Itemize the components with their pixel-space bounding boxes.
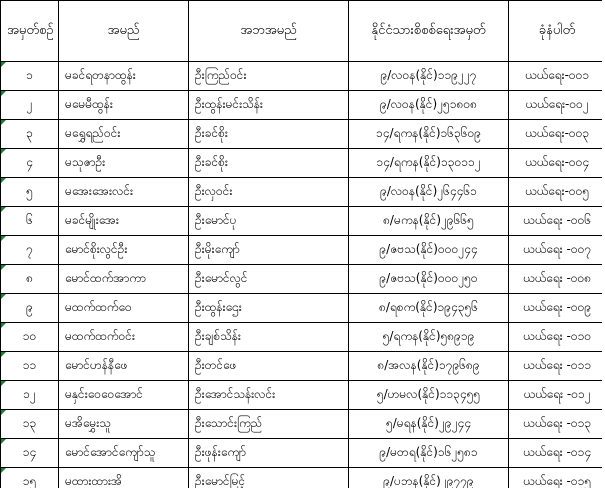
- cell-name[interactable]: မအိမွှေးသူ: [59, 410, 189, 439]
- cell-number[interactable]: ၆: [1, 207, 59, 236]
- cell-indicator-icon: [1, 294, 6, 299]
- cell-father-name[interactable]: ဦးမောင်လွင်: [189, 265, 349, 294]
- cell-name[interactable]: မသုဇာဦး: [59, 149, 189, 178]
- cell-indicator-icon: [1, 265, 6, 270]
- cell-roll-number[interactable]: ယယ်ရေး-၀၀၅: [509, 178, 605, 207]
- cell-number[interactable]: ၁၀: [1, 323, 59, 352]
- cell-father-name[interactable]: ဦးချစ်သိန်း: [189, 323, 349, 352]
- cell-nrc[interactable]: ၈/မကန(နိုင်)၂၉၆၆၅: [349, 207, 509, 236]
- cell-father-name[interactable]: ဦးသောင်းကြည်: [189, 410, 349, 439]
- table-row: [1, 91, 605, 120]
- cell-father-name[interactable]: ဦးထွန်းဌေး: [189, 294, 349, 323]
- table-row: [1, 265, 605, 294]
- header-number[interactable]: အမှတ်စဉ်: [1, 1, 59, 62]
- cell-indicator-icon: [1, 410, 6, 415]
- table-row: [1, 149, 605, 178]
- table-row: [1, 352, 605, 381]
- cell-name[interactable]: မအေးအေးလင်း: [59, 178, 189, 207]
- table-row: [1, 323, 605, 352]
- cell-number[interactable]: ၁၄: [1, 439, 59, 468]
- cell-number[interactable]: ၁၅: [1, 468, 59, 488]
- cell-number[interactable]: ၇: [1, 236, 59, 265]
- header-row: [1, 1, 605, 62]
- cell-name[interactable]: မထက်ထက်ဝင်း: [59, 323, 189, 352]
- table-row: [1, 207, 605, 236]
- header-name[interactable]: အမည်: [59, 1, 189, 62]
- cell-number[interactable]: ၁: [1, 62, 59, 91]
- cell-nrc[interactable]: ၈/အလန(နိုင်)၁၇၉၆၈၉: [349, 352, 509, 381]
- cell-roll-number[interactable]: ယယ်ရေး -၀၀၈: [509, 265, 605, 294]
- cell-indicator-icon: [1, 381, 6, 386]
- cell-number[interactable]: ၉: [1, 294, 59, 323]
- cell-nrc[interactable]: ၁၄/ရကန(နိုင်)၁၆၃၆၀၉: [349, 120, 509, 149]
- cell-number[interactable]: ၁၁: [1, 352, 59, 381]
- cell-roll-number[interactable]: ယယ်ရေး -၀၁၅: [509, 468, 605, 488]
- cell-name[interactable]: မခင်မျိုးအေး: [59, 207, 189, 236]
- table-body: [1, 62, 605, 488]
- table-row: [1, 439, 605, 468]
- cell-roll-number[interactable]: ယယ်ရေး -၀၁၁: [509, 352, 605, 381]
- cell-father-name[interactable]: ဦးထွန်းမင်းသိန်း: [189, 91, 349, 120]
- cell-name[interactable]: မမေမီထွန်း: [59, 91, 189, 120]
- cell-nrc[interactable]: ၅/ဟမလ(နိုင်)၁၁၃၄၅၅: [349, 381, 509, 410]
- cell-father-name[interactable]: ဦးခင်စိုး: [189, 149, 349, 178]
- cell-roll-number[interactable]: ယယ်ရေး-၀၀၄: [509, 149, 605, 178]
- cell-number[interactable]: ၃: [1, 120, 59, 149]
- cell-indicator-icon: [1, 323, 6, 328]
- cell-roll-number[interactable]: ယယ်ရေး -၀၁၄: [509, 439, 605, 468]
- cell-father-name[interactable]: ဦးကြည်ဝင်း: [189, 62, 349, 91]
- cell-father-name[interactable]: ဦးဖုန်းကျော်: [189, 439, 349, 468]
- cell-father-name[interactable]: ဦးမိုးကျော်: [189, 236, 349, 265]
- cell-nrc[interactable]: ၉/လဝန(နိုင်)၂၆၄၄၆၁: [349, 178, 509, 207]
- cell-name[interactable]: မရွှေရည်ဝင်း: [59, 120, 189, 149]
- cell-nrc[interactable]: ၉/လဝန(နိုင်)၁၁၉၂၂၇: [349, 62, 509, 91]
- cell-indicator-icon: [1, 207, 6, 212]
- cell-name[interactable]: မခင်ရတနာထွန်း: [59, 62, 189, 91]
- cell-roll-number[interactable]: ယယ်ရေး -၀၁၂: [509, 381, 605, 410]
- cell-indicator-icon: [1, 149, 6, 154]
- cell-nrc[interactable]: ၉/ပဘန(နိုင်)၂၉၇၇၉: [349, 468, 509, 488]
- cell-number[interactable]: ၅: [1, 178, 59, 207]
- cell-name[interactable]: မနှင်းဝေဝေအောင်: [59, 381, 189, 410]
- cell-indicator-icon: [1, 439, 6, 444]
- table-row: [1, 468, 605, 488]
- cell-indicator-icon: [1, 468, 6, 473]
- header-nrc[interactable]: နိုင်ငံသားစိစစ်ရေးအမှတ်: [349, 1, 509, 62]
- cell-name[interactable]: မောင်စိုးလွင်ဦး: [59, 236, 189, 265]
- cell-father-name[interactable]: ဦးလှဝင်း: [189, 178, 349, 207]
- cell-name[interactable]: မောင်ဟန်နီဖေ: [59, 352, 189, 381]
- cell-indicator-icon: [1, 120, 6, 125]
- cell-number[interactable]: ၁၃: [1, 410, 59, 439]
- cell-roll-number[interactable]: ယယ်ရေး -၀၀၉: [509, 294, 605, 323]
- cell-father-name[interactable]: ဦးတင်ဖေ: [189, 352, 349, 381]
- cell-roll-number[interactable]: ယယ်ရေး-၀၀၃: [509, 120, 605, 149]
- cell-roll-number[interactable]: ယယ်ရေး -၀၁၀: [509, 323, 605, 352]
- header-father-name[interactable]: အဘအမည်: [189, 1, 349, 62]
- cell-father-name[interactable]: ဦးခင်စိုး: [189, 120, 349, 149]
- cell-indicator-icon: [1, 178, 6, 183]
- cell-indicator-icon: [1, 236, 6, 241]
- table-row: [1, 120, 605, 149]
- cell-roll-number[interactable]: ယယ်ရေး-၀၀၂: [509, 91, 605, 120]
- cell-nrc[interactable]: ၉/ဇဗသ(နိုင်)၀၀၀၂၅၀: [349, 265, 509, 294]
- cell-indicator-icon: [1, 91, 6, 96]
- cell-name[interactable]: မထားထားအိ: [59, 468, 189, 488]
- table-row: [1, 410, 605, 439]
- cell-nrc[interactable]: ၅/ရကန(နိုင်)၅၈၉၁၉: [349, 323, 509, 352]
- cell-father-name[interactable]: ဦးမောင်ပု: [189, 207, 349, 236]
- cell-indicator-icon: [1, 352, 6, 357]
- cell-indicator-icon: [1, 62, 6, 67]
- cell-name[interactable]: မောင်အောင်ကျော်သူ: [59, 439, 189, 468]
- table-row: [1, 62, 605, 91]
- cell-nrc[interactable]: ၁၄/ရကန(နိုင်)၁၃၀၁၁၂: [349, 149, 509, 178]
- cell-roll-number[interactable]: ယယ်ရေး -၀၀၇: [509, 236, 605, 265]
- cell-name[interactable]: မထက်ထက်ဝေ: [59, 294, 189, 323]
- cell-father-name[interactable]: ဦးအောင်သန်းလင်း: [189, 381, 349, 410]
- cell-number[interactable]: ၄: [1, 149, 59, 178]
- table-row: [1, 294, 605, 323]
- table-row: [1, 236, 605, 265]
- table-row: [1, 381, 605, 410]
- header-roll-number[interactable]: ခုံနံပါတ်: [509, 1, 605, 62]
- cell-name[interactable]: မောင်ထက်အာကာ: [59, 265, 189, 294]
- cell-roll-number[interactable]: ယယ်ရေး-၀၀၁: [509, 62, 605, 91]
- cell-nrc[interactable]: ၉/ဇဗသ(နိုင်)၀၀၀၂၄၄: [349, 236, 509, 265]
- cell-nrc[interactable]: ၉/မတရ(နိုင်)၁၆၂၅၈၁: [349, 439, 509, 468]
- cell-nrc[interactable]: ၉/လဝန(နိုင်)၂၅၁၈၀၈: [349, 91, 509, 120]
- table-row: [1, 178, 605, 207]
- cell-roll-number[interactable]: ယယ်ရေး -၀၀၆: [509, 207, 605, 236]
- cell-nrc[interactable]: ၈/ရစက(နိုင်)၁၉၄၃၅၆: [349, 294, 509, 323]
- cell-number[interactable]: ၂: [1, 91, 59, 120]
- cell-roll-number[interactable]: ယယ်ရေး -၀၁၃: [509, 410, 605, 439]
- cell-number[interactable]: ၈: [1, 265, 59, 294]
- cell-nrc[interactable]: ၅/မရန(နိုင်)၂၉၂၄၄: [349, 410, 509, 439]
- cell-father-name[interactable]: ဦးမောင်မြင့်: [189, 468, 349, 488]
- cell-number[interactable]: ၁၂: [1, 381, 59, 410]
